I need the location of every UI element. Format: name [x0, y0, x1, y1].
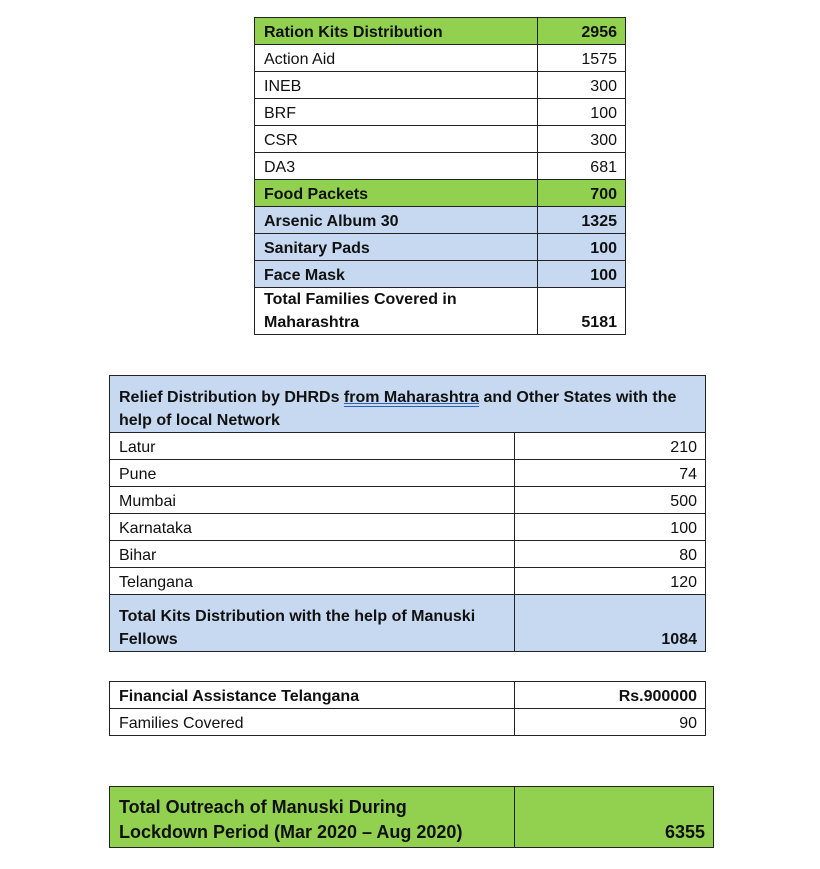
outreach-label — [110, 787, 515, 848]
row-label: Financial Assistance Telangana — [110, 682, 515, 709]
row-value: 700 — [538, 180, 626, 207]
table-header — [110, 376, 706, 433]
row-value: 100 — [538, 234, 626, 261]
total-label-line2: Maharashtra — [264, 314, 360, 331]
row-label: Telangana — [110, 568, 515, 595]
table-row — [255, 99, 626, 126]
table-row — [110, 709, 706, 736]
row-label: Food Packets — [255, 180, 538, 207]
row-value: 100 — [538, 261, 626, 288]
table-row — [110, 682, 706, 709]
row-value: 90 — [515, 709, 706, 736]
row-label: Mumbai — [110, 487, 515, 514]
total-label — [255, 288, 538, 335]
row-value: 100 — [538, 99, 626, 126]
row-value: 1325 — [538, 207, 626, 234]
row-value: 500 — [515, 487, 706, 514]
table-row — [255, 45, 626, 72]
table-row — [255, 153, 626, 180]
financial-assistance-table — [109, 681, 706, 736]
total-value: 5181 — [538, 288, 626, 335]
table-row — [110, 541, 706, 568]
row-value: 210 — [515, 433, 706, 460]
row-label: Latur — [110, 433, 515, 460]
row-label: Action Aid — [255, 45, 538, 72]
row-label: DA3 — [255, 153, 538, 180]
row-value: 300 — [538, 126, 626, 153]
row-value: Rs.900000 — [515, 682, 706, 709]
table-row — [110, 568, 706, 595]
table-row — [110, 460, 706, 487]
row-label: Karnataka — [110, 514, 515, 541]
table-row — [255, 234, 626, 261]
row-label: CSR — [255, 126, 538, 153]
row-value: 2956 — [538, 18, 626, 45]
row-label: BRF — [255, 99, 538, 126]
row-value: 120 — [515, 568, 706, 595]
header-underlined-text: from Maharashtra — [343, 389, 480, 406]
row-label: Bihar — [110, 541, 515, 568]
row-value: 74 — [515, 460, 706, 487]
row-value: 100 — [515, 514, 706, 541]
outreach-label-line1: Total Outreach of Manuski During — [119, 797, 407, 817]
table-row — [110, 514, 706, 541]
row-label: Families Covered — [110, 709, 515, 736]
table-row — [110, 487, 706, 514]
outreach-label-line2: Lockdown Period (Mar 2020 – Aug 2020) — [119, 822, 463, 842]
table-row — [110, 433, 706, 460]
table-row — [255, 207, 626, 234]
row-value: 80 — [515, 541, 706, 568]
table-row — [255, 126, 626, 153]
relief-distribution-table — [109, 375, 706, 652]
total-label-line1: Total Families Covered in — [264, 291, 457, 308]
total-label: Total Kits Distribution with the help of Manuski Fellows — [110, 595, 515, 652]
header-suffix: and Other States with the help of local Network — [119, 389, 677, 429]
row-label: Face Mask — [255, 261, 538, 288]
row-label: Ration Kits Distribution — [255, 18, 538, 45]
row-value: 300 — [538, 72, 626, 99]
table-row — [255, 18, 626, 45]
total-row — [255, 288, 626, 335]
table-header-row — [110, 376, 706, 433]
total-outreach-table — [109, 786, 714, 848]
table-row — [255, 72, 626, 99]
header-prefix: Relief Distribution by DHRDs — [119, 389, 344, 406]
row-value: 1575 — [538, 45, 626, 72]
total-row — [110, 787, 714, 848]
total-row — [110, 595, 706, 652]
row-label: Pune — [110, 460, 515, 487]
table-row — [255, 180, 626, 207]
row-value: 681 — [538, 153, 626, 180]
total-value: 1084 — [515, 595, 706, 652]
row-label: Sanitary Pads — [255, 234, 538, 261]
row-label: Arsenic Album 30 — [255, 207, 538, 234]
ration-kits-table — [254, 17, 626, 335]
table-row — [255, 261, 626, 288]
row-label: INEB — [255, 72, 538, 99]
outreach-value: 6355 — [515, 787, 714, 848]
